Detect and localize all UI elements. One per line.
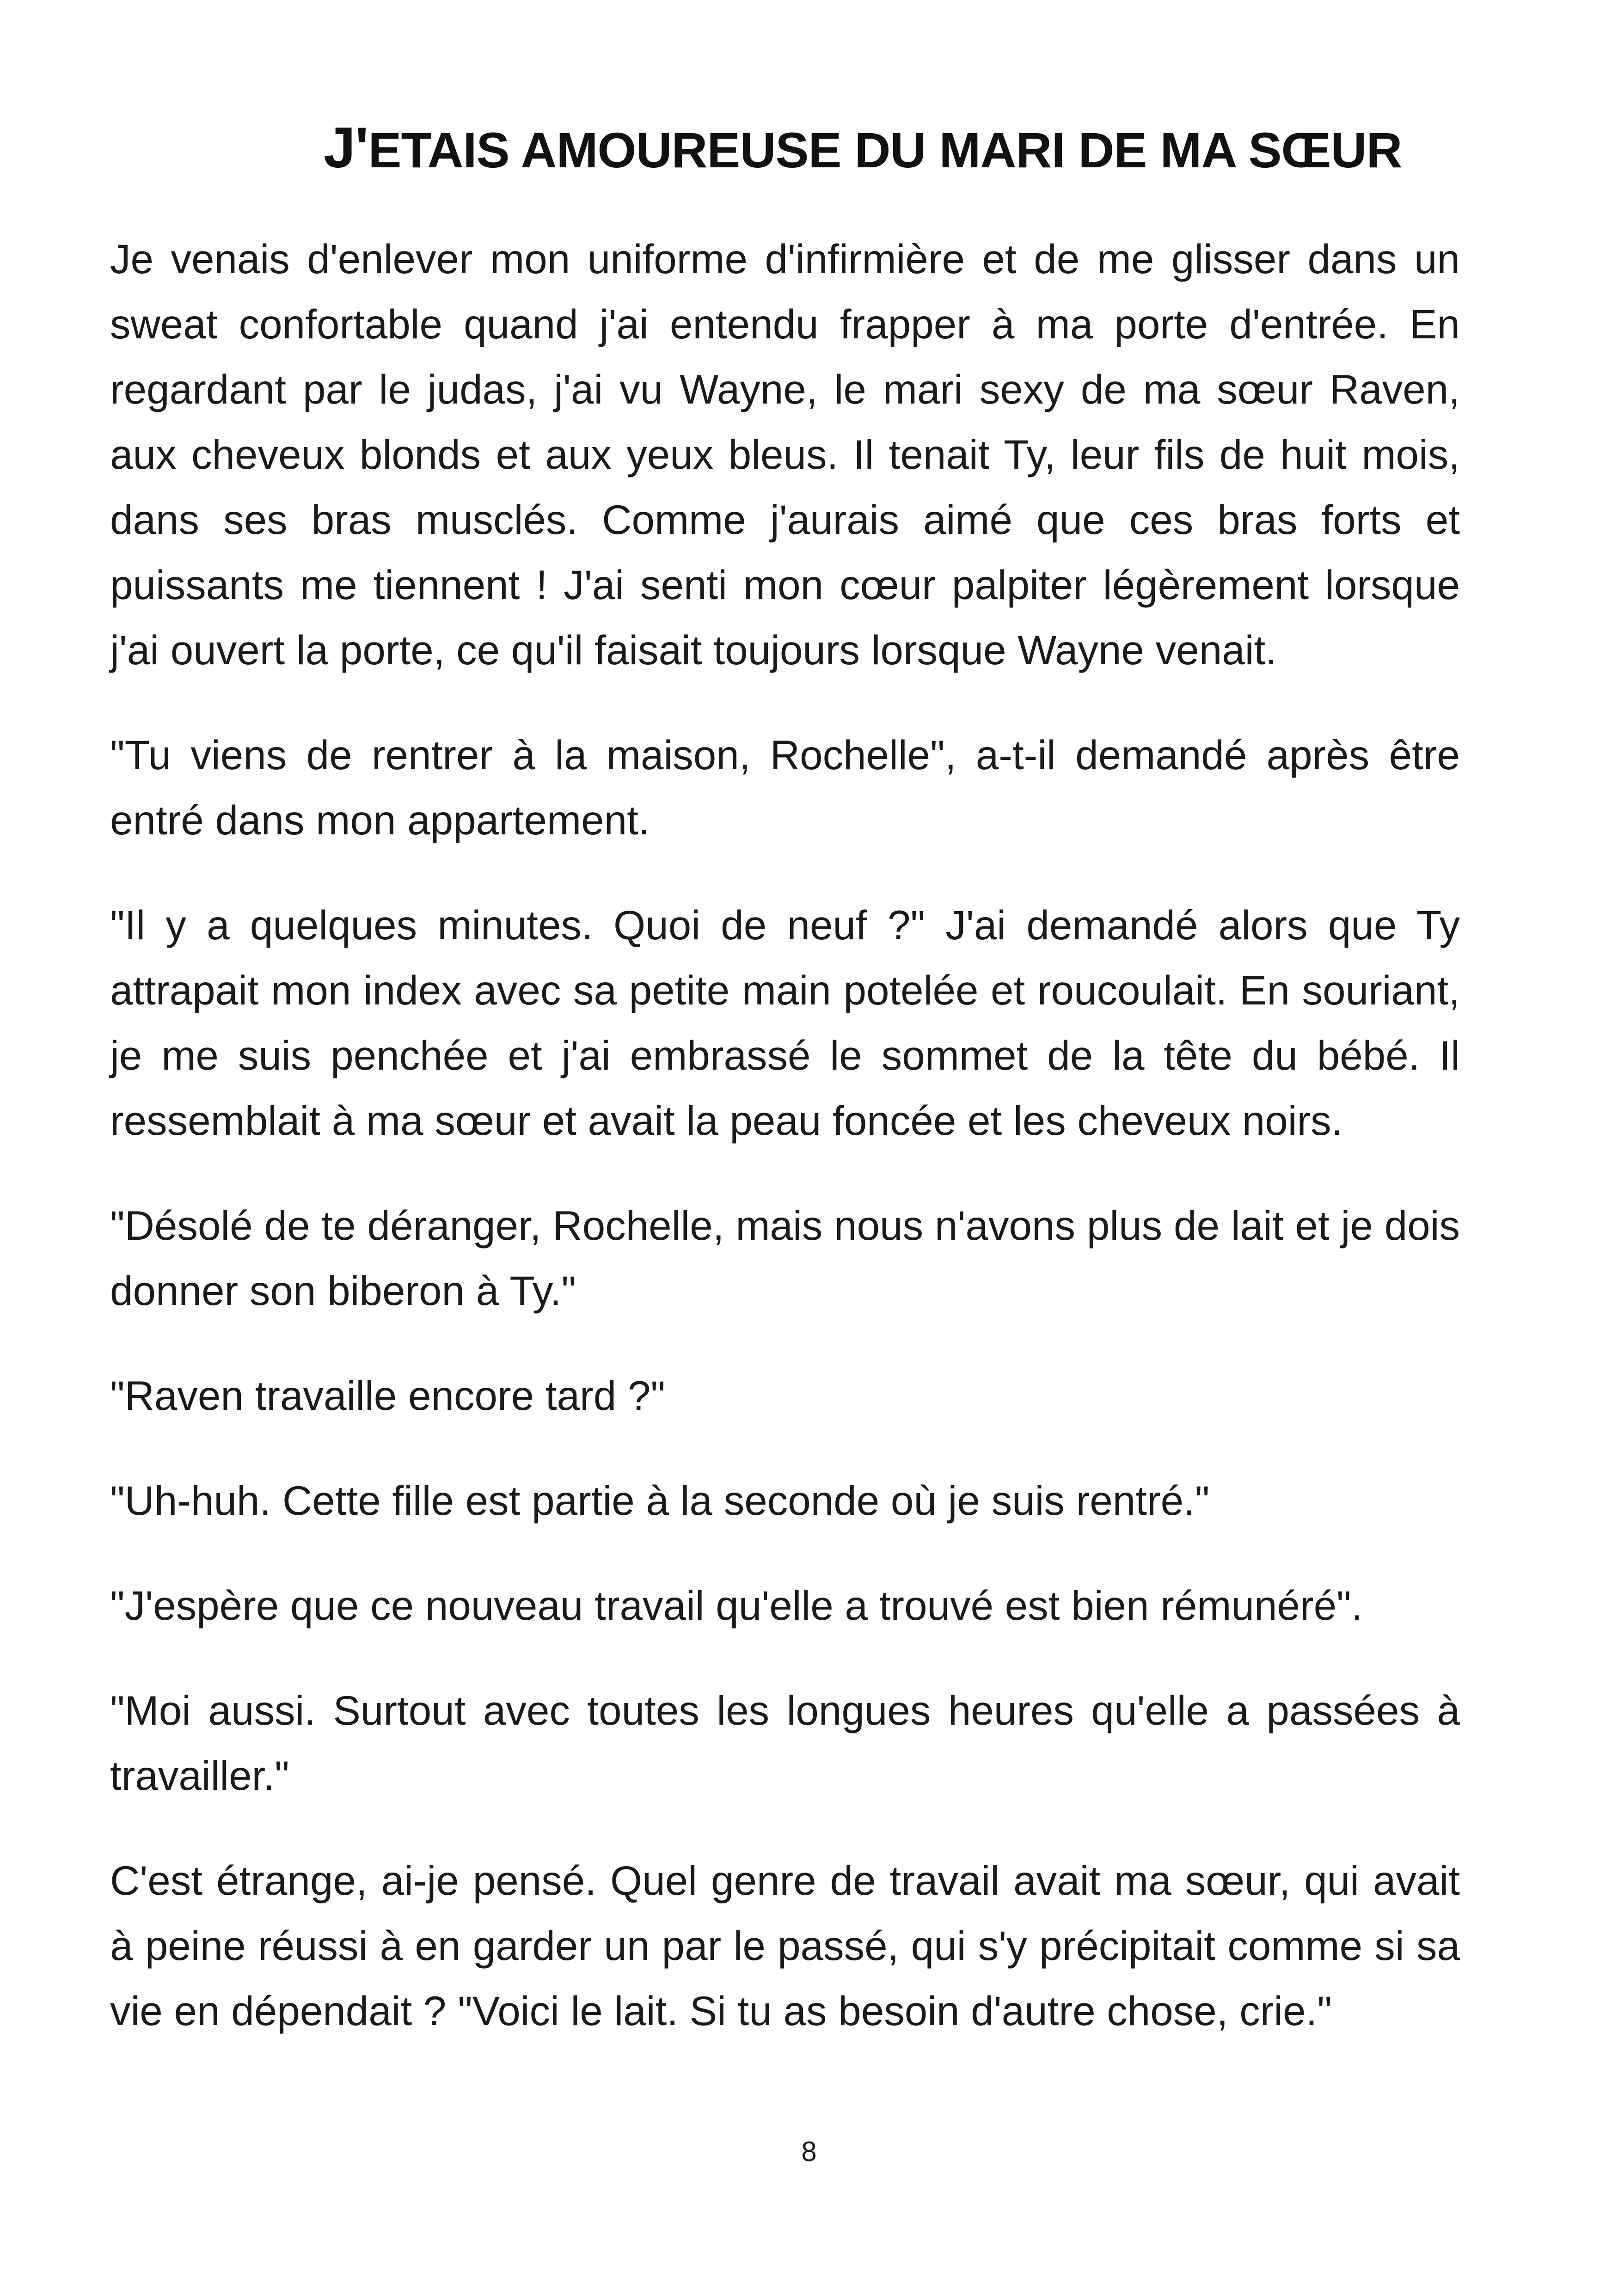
paragraph: "Uh-huh. Cette fille est partie à la seconde où je suis rentré." (110, 1477, 1210, 1524)
chapter-title (324, 116, 1526, 183)
paragraph: "Raven travaille encore tard ?" (110, 1372, 666, 1419)
paragraph: "J'espère que ce nouveau travail qu'elle a trouvé est bien rémunéré". (110, 1582, 1363, 1629)
paragraph: Je venais d'enlever mon uniforme d'infirmière et de me glisser dans un sweat confortable quand j'ai entendu frapper à ma porte d'entrée. En regardant par le judas, j'ai vu Wayne, le mari sexy de ma sœur Raven, aux cheveux blonds et aux yeux bleus. Il tenait Ty, leur fils de huit mois, dans ses bras musclés. Comme j'aurais aimé que ces bras forts et puissants me tiennent ! J'ai senti mon cœur palpiter légèrement lorsque j'ai ouvert la porte, ce qu'il faisait toujours lorsque Wayne venait. (110, 236, 1460, 673)
chapter-title-rest: ETAIS AMOUREUSE DU MARI DE MA SŒUR (368, 122, 1402, 178)
paragraph: "Tu viens de rentrer à la maison, Rochelle", a-t-il demandé après être entré dans mon appartement. (110, 732, 1460, 843)
paragraph: C'est étrange, ai-je pensé. Quel genre de travail avait ma sœur, qui avait à peine réussi à en garder un par le passé, qui s'y précipitait comme si sa vie en dépendait ? "Voici le lait. Si tu as besoin d'autre chose, crie." (110, 1857, 1460, 2034)
paragraph: "Il y a quelques minutes. Quoi de neuf ?" J'ai demandé alors que Ty attrapait mon index avec sa petite main potelée et roucoulait. En souriant, je me suis penchée et j'ai embrassé le sommet de la tête du bébé. Il ressemblait à ma sœur et avait la peau foncée et les cheveux noirs. (110, 902, 1460, 1144)
chapter-title-lead: J' (324, 116, 368, 180)
paragraph: "Moi aussi. Surtout avec toutes les longues heures qu'elle a passées à travailler." (110, 1687, 1460, 1799)
page-number: 8 (801, 2136, 817, 2167)
body-text (110, 227, 1460, 2044)
paragraph: "Désolé de te déranger, Rochelle, mais nous n'avons plus de lait et je dois donner son biberon à Ty." (110, 1202, 1460, 1314)
